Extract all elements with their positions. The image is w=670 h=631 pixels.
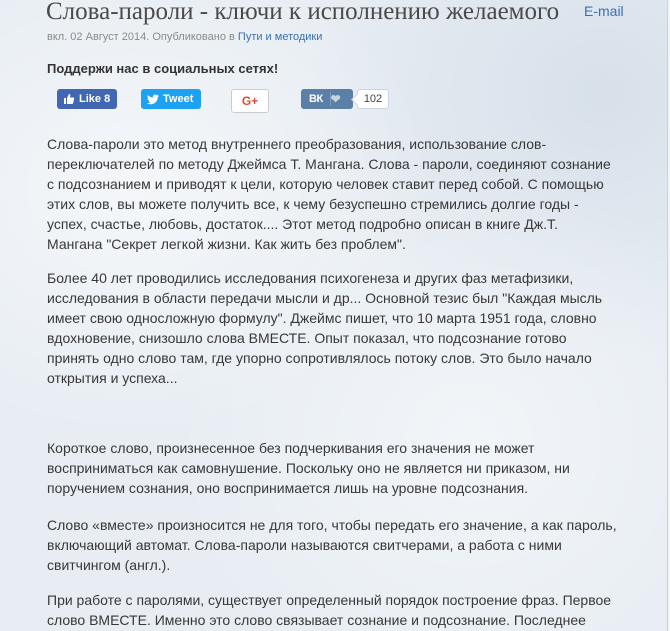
article-paragraph: Короткое слово, произнесенное без подчеркивания его значения не может восприниматься как самовнушение. Поскольку оно не является ни приказом, ни поручением сознания, оно воспринимается лишь на уровне подсознания.	[47, 440, 570, 496]
facebook-like-label: Like 8	[79, 93, 111, 105]
meta-date: вкл. 02 Август 2014. Опубликовано в	[47, 31, 238, 43]
heart-icon: ❤	[330, 92, 341, 106]
article-paragraph: При работе с паролями, существует определенный порядок построение фраз. Первое слово ВМЕСТЕ. Именно это слово связывает сознание и подсознание. Последнее	[47, 592, 612, 628]
twitter-bird-icon	[147, 94, 159, 105]
article-title: Слова-пароли - ключи к исполнению желаемого	[46, 0, 560, 25]
social-heading: Поддержи нас в социальных сетях!	[47, 61, 279, 76]
vk-like-button[interactable]	[301, 89, 353, 109]
facebook-like-button[interactable]	[57, 89, 117, 109]
email-link[interactable]: E-mail	[584, 3, 624, 19]
thumbs-up-icon	[63, 93, 75, 105]
article-meta	[47, 31, 322, 43]
google-plus-label: G+	[241, 94, 259, 108]
article-paragraph: Слова-пароли это метод внутреннего преобразования, использование слов-переключателей по методу Джеймса Т. Мангана. Слова - пароли, соединяют сознание с подсознанием и приводят к цели, которую человек ставит перед собой. С помощью этих слов, вы можете получить все, к чему безуспешно стремились долгие годы - успех, счастье, любовь, достаток.... Этот метод подробно описан в книге Дж.Т. Мангана "Секрет легкой жизни. Как жить без проблем".	[47, 136, 611, 252]
vk-like-count: 102	[357, 89, 389, 109]
google-plus-button[interactable]	[231, 89, 269, 113]
twitter-tweet-button[interactable]	[141, 89, 201, 109]
twitter-tweet-label: Tweet	[163, 93, 194, 105]
vk-logo-icon: ВК	[309, 93, 323, 105]
article-paragraph: Слово «вместе» произносится не для того, чтобы передать его значение, а как пароль, включающий автомат. Слова-пароли называются свитчерами, а работа с ними свитчингом (англ.).	[47, 517, 617, 573]
article-paragraph: Более 40 лет проводились исследования психогенеза и других фаз метафизики, исследования в области передачи мысли и др... Основной тезис был "Каждая мысль имеет свою односложную формулу". Джеймс пишет, что 10 марта 1951 года, словно вдохновение, снизошло слова ВМЕСТЕ. Опыт показал, что подсознание готово принять одно слово там, где упорно сопротивлялось потоку слов. Это было начало открытия и успеха...	[47, 270, 603, 386]
category-link[interactable]: Пути и методики	[237, 31, 323, 43]
vk-divider	[330, 92, 331, 106]
